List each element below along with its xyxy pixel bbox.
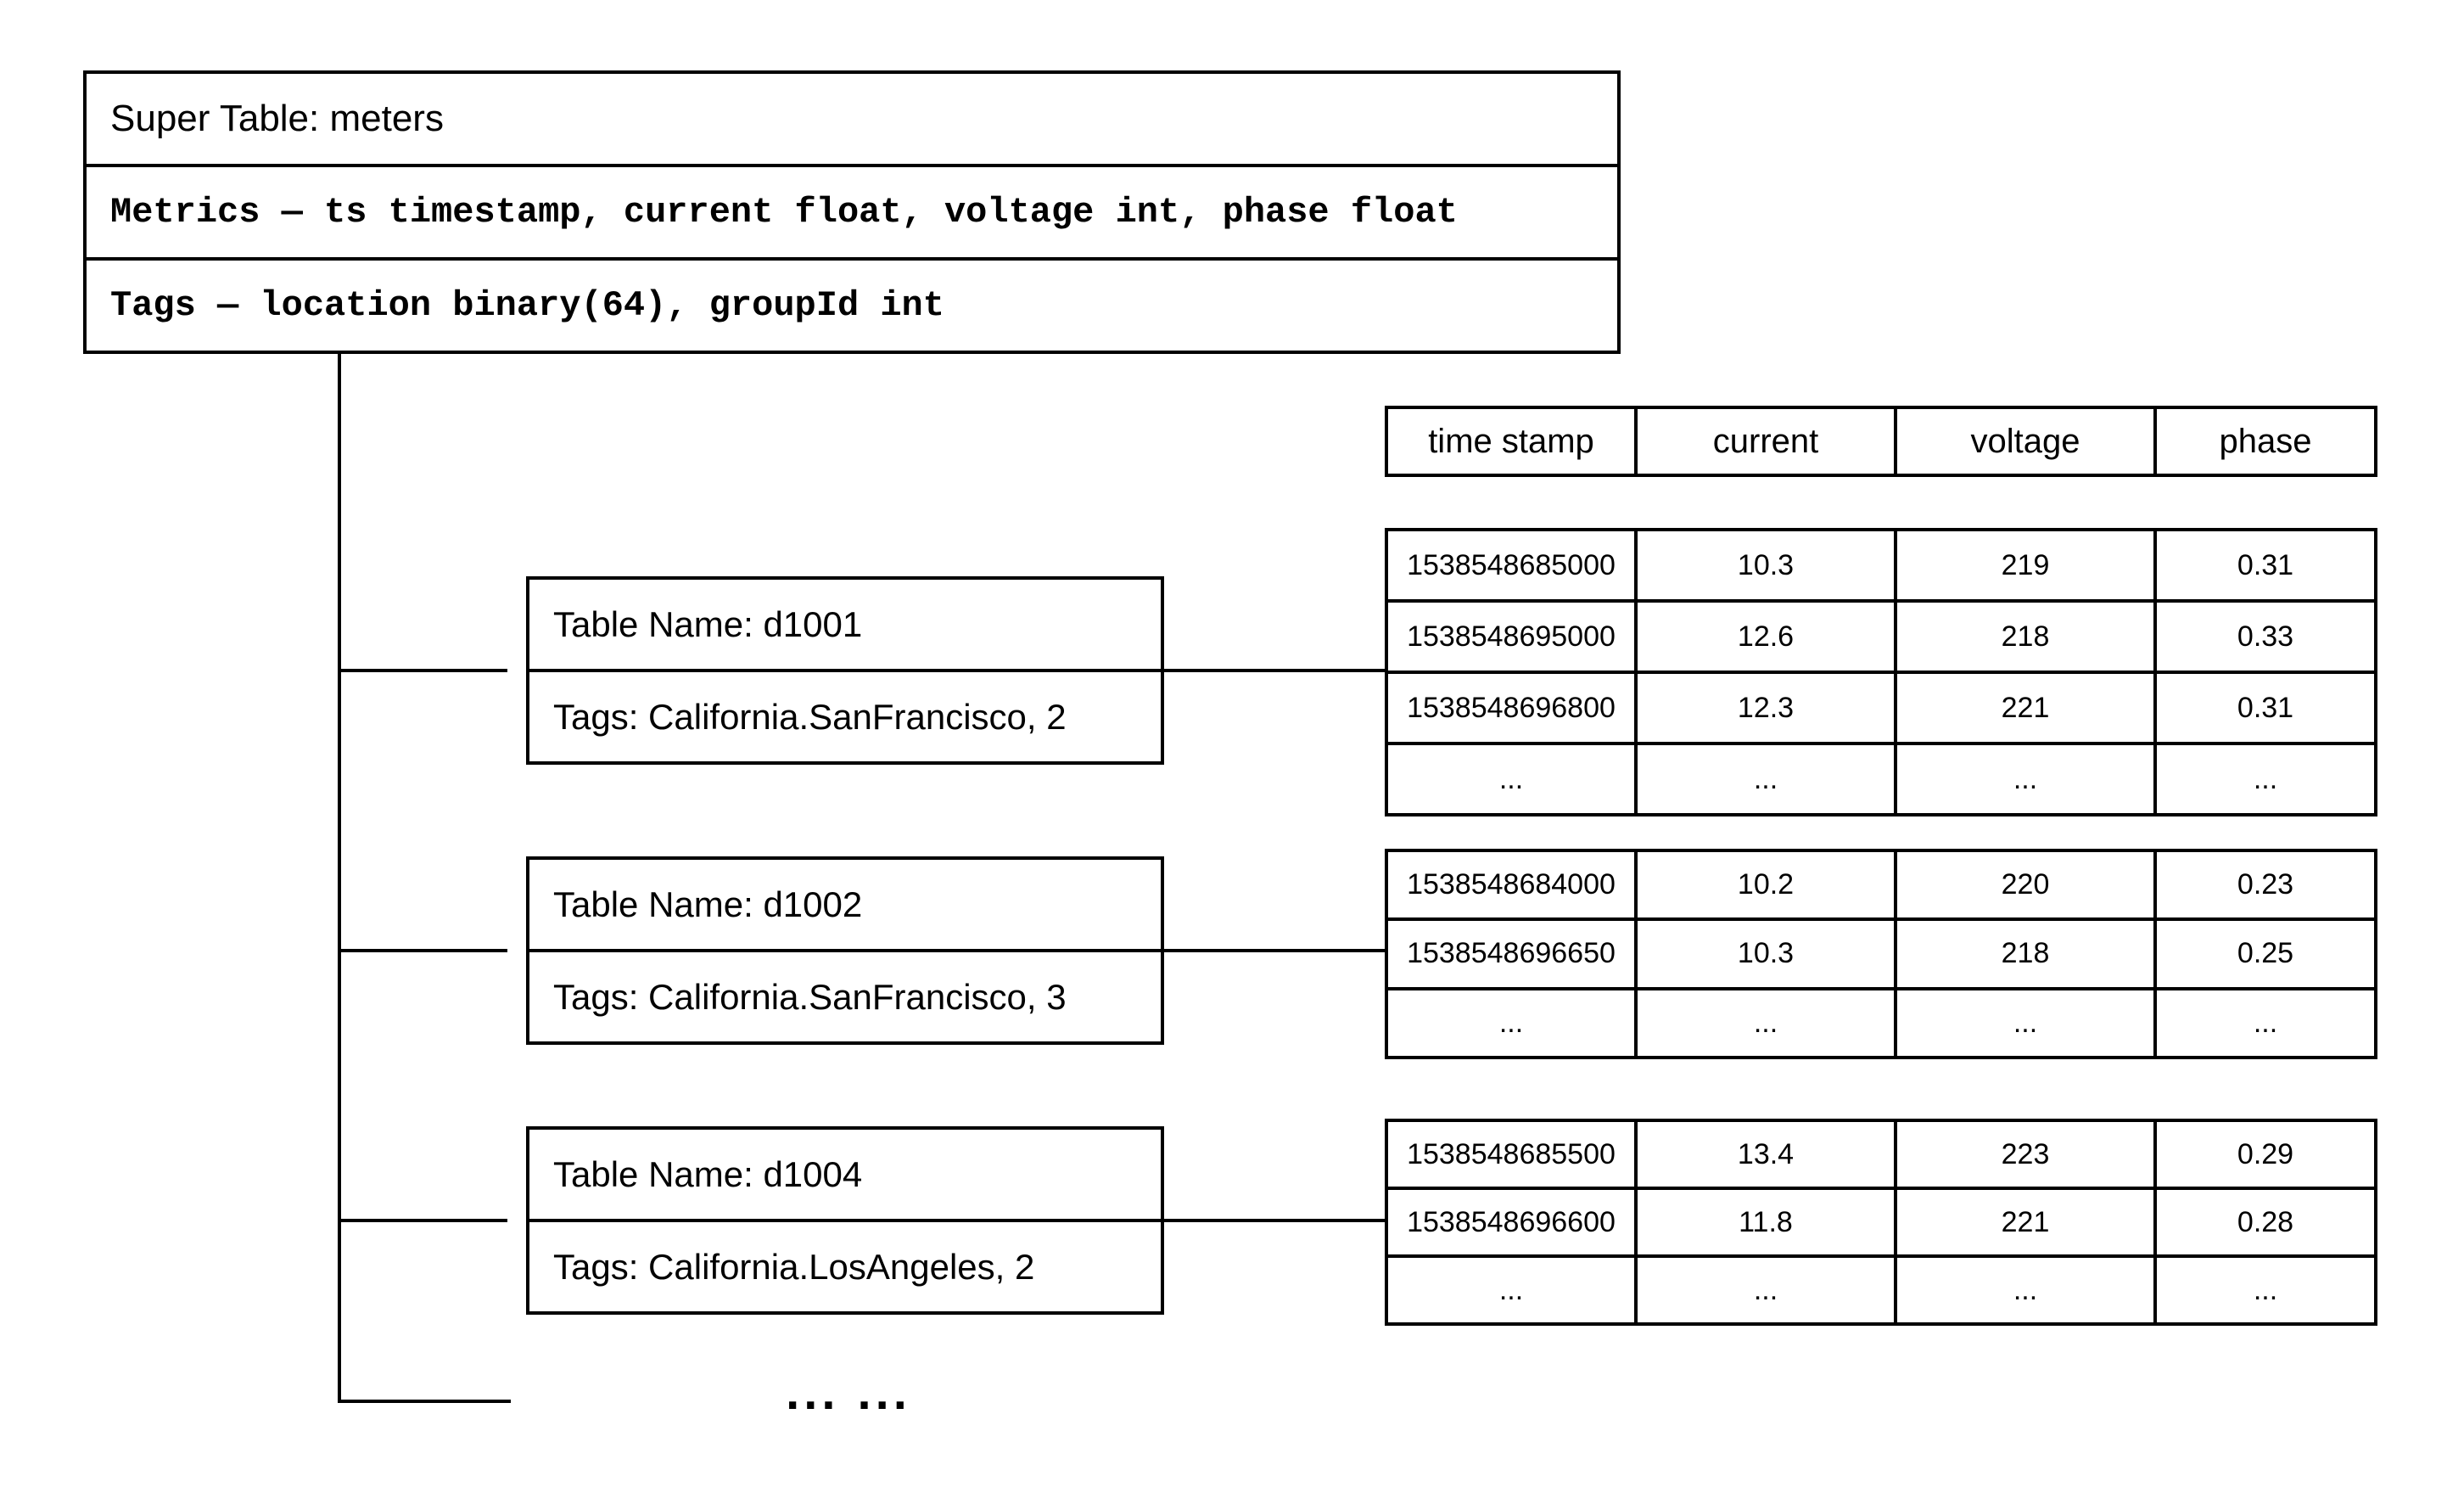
sub-table-tags: Tags: California.SanFrancisco, 3 — [529, 949, 1161, 1041]
sub-table-name: Table Name: d1002 — [553, 884, 863, 924]
super-table-metrics: Metrics — ts timestamp, current float, voltage int, phase float — [87, 164, 1617, 257]
table-cell: 13.4 — [1634, 1122, 1894, 1187]
table-cell: ... — [2153, 990, 2374, 1056]
table-cell: 223 — [1894, 1122, 2153, 1187]
table-cell: 220 — [1894, 852, 2153, 917]
super-table-box — [83, 70, 1621, 354]
more-tables-ellipsis: ... ... — [786, 1364, 911, 1420]
table-row — [1388, 1122, 2374, 1187]
table-cell: ... — [1498, 1006, 1524, 1039]
table-cell: 219 — [1894, 531, 2153, 599]
super-table-title: Super Table: meters — [110, 98, 444, 139]
table-cell: 1538548685500 — [1407, 1137, 1616, 1170]
table-cell: 221 — [1894, 1190, 2153, 1254]
branch-line-1 — [339, 669, 507, 672]
header-cell-current: current — [1634, 409, 1894, 474]
table-cell: ... — [1634, 745, 1894, 813]
sub-table-tags: Tags: California.LosAngeles, 2 — [529, 1219, 1161, 1311]
table-row — [1388, 531, 2374, 599]
table-cell: 0.31 — [2153, 531, 2374, 599]
table-cell: ... — [1498, 1273, 1524, 1306]
column-header-table — [1385, 406, 2377, 477]
header-cell-phase: phase — [2153, 409, 2374, 474]
data-table-d1002 — [1385, 849, 2377, 1059]
connector-line-2 — [1164, 949, 1385, 952]
table-cell: 1538548684000 — [1407, 868, 1616, 901]
connector-line-1 — [1164, 669, 1385, 672]
table-cell: 1538548696800 — [1407, 691, 1616, 724]
sub-table-box-d1001 — [526, 576, 1164, 765]
table-cell: 0.23 — [2153, 852, 2374, 917]
table-cell: 0.31 — [2153, 674, 2374, 742]
table-cell: 221 — [1894, 674, 2153, 742]
table-row — [1388, 671, 2374, 742]
trunk-line — [338, 351, 341, 1403]
table-cell: ... — [1894, 745, 2153, 813]
table-cell: ... — [2153, 745, 2374, 813]
table-row — [1388, 852, 2374, 917]
table-cell: 218 — [1894, 921, 2153, 986]
sub-table-box-d1002 — [526, 856, 1164, 1045]
table-cell: 218 — [1894, 603, 2153, 671]
table-row — [1388, 987, 2374, 1056]
table-cell: 0.29 — [2153, 1122, 2374, 1187]
table-row — [1388, 742, 2374, 813]
sub-table-name: Table Name: d1004 — [553, 1153, 863, 1194]
table-cell: 0.28 — [2153, 1190, 2374, 1254]
table-cell: 1538548695000 — [1407, 620, 1616, 653]
bottom-stub-line — [338, 1400, 511, 1403]
table-row — [1388, 1254, 2374, 1322]
table-cell: ... — [1634, 1258, 1894, 1322]
branch-line-2 — [339, 949, 507, 952]
table-cell: 12.6 — [1634, 603, 1894, 671]
header-cell-voltage: voltage — [1894, 409, 2153, 474]
table-cell: 10.2 — [1634, 852, 1894, 917]
table-row — [1388, 917, 2374, 986]
table-cell: 1538548696600 — [1407, 1205, 1616, 1238]
table-cell: ... — [1634, 990, 1894, 1056]
data-table-d1004 — [1385, 1119, 2377, 1326]
sub-table-name: Table Name: d1001 — [553, 603, 863, 644]
branch-line-3 — [339, 1219, 507, 1222]
super-table-tags: Tags — location binary(64), groupId int — [87, 257, 1617, 351]
table-cell: 1538548685000 — [1407, 548, 1616, 581]
header-cell-time-stamp: time stamp — [1428, 422, 1594, 460]
table-cell: 0.33 — [2153, 603, 2374, 671]
table-row — [1388, 599, 2374, 671]
data-table-d1001 — [1385, 528, 2377, 816]
table-cell: 1538548696650 — [1407, 937, 1616, 970]
connector-line-3 — [1164, 1219, 1385, 1222]
table-cell: ... — [1894, 990, 2153, 1056]
table-cell: ... — [1894, 1258, 2153, 1322]
header-row — [1388, 409, 2374, 474]
table-cell: ... — [1498, 762, 1524, 795]
table-cell: 0.25 — [2153, 921, 2374, 986]
table-cell: 11.8 — [1634, 1190, 1894, 1254]
table-cell: 10.3 — [1634, 531, 1894, 599]
table-row — [1388, 1187, 2374, 1254]
table-cell: 10.3 — [1634, 921, 1894, 986]
table-cell: ... — [2153, 1258, 2374, 1322]
sub-table-tags: Tags: California.SanFrancisco, 2 — [529, 669, 1161, 761]
sub-table-box-d1004 — [526, 1126, 1164, 1315]
table-cell: 12.3 — [1634, 674, 1894, 742]
